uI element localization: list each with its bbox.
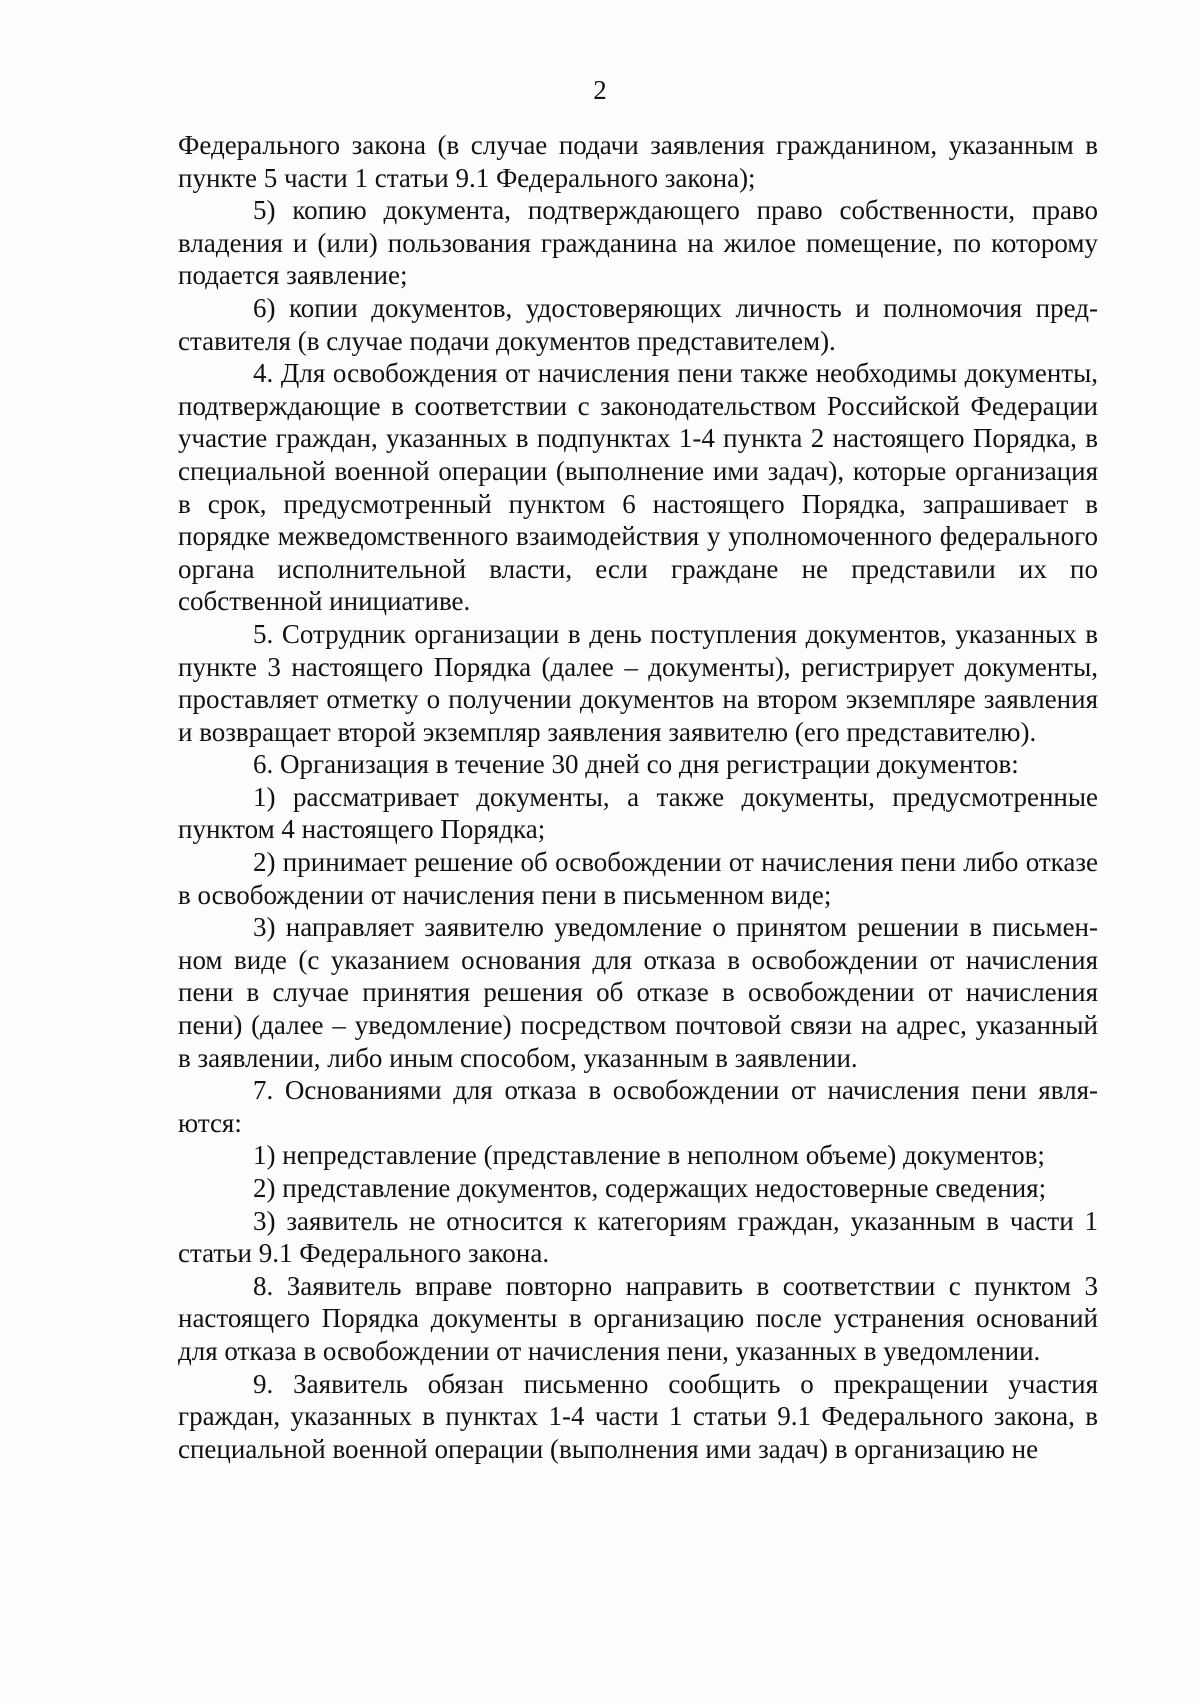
paragraph: 3) заявитель не относится к категориям граждан, указанным в части 1 статьи 9.1 Федерального закона. xyxy=(178,1205,1098,1269)
paragraph: 4. Для освобождения от начисления пени также необходимы документы, подтверждающие в соответствии с законодательством Российской Федерации участие граждан, указанных в подпунктах 1-4 пункта 2 настоящего Порядка, в специальной военной операции (выполнение ими задач), которые организация в срок, предусмотренный пунктом 6 настоящего Порядка, запрашивает в порядке межведомственного взаимодействия у уполномоченного федерального органа исполнительной власти, если граждане не представили их по собственной инициативе. xyxy=(178,358,1098,617)
paragraph: 2) принимает решение об освобождении от начисления пени либо отказе в освобождении от начисления пени в письменном виде; xyxy=(178,847,1098,910)
paragraph: 7. Основаниями для отказа в освобождении от начисления пени являются: xyxy=(178,1075,1098,1138)
paragraph: 1) рассматривает документы, а также документы, предусмотренные пунктом 4 настоящего Порядка; xyxy=(178,781,1098,845)
paragraph: 9. Заявитель обязан письменно сообщить о прекращении участия граждан, указанных в пунктах 1-4 части 1 статьи 9.1 Федерального закона, в специальной военной операции (выполнения ими задач) в организацию не xyxy=(178,1368,1098,1464)
paragraph: 8. Заявитель вправе повторно направить в соответствии с пунктом 3 настоящего Порядка документы в организацию после устранения оснований для отказа в освобождении от начисления пени, указанных в уведомлении. xyxy=(178,1270,1098,1366)
paragraph: 6. Организация в течение 30 дней со дня регистрации документов: xyxy=(253,749,1019,780)
paragraph: 5) копию документа, подтверждающего право собственности, право владения и (или) пользования гражданина на жилое помещение, по которому подается заявление; xyxy=(178,195,1098,291)
paragraph: 3) направляет заявителю уведомление о принятом решении в письменном виде (с указанием основания для отказа в освобождении от начисления пени в случае принятия решения об отказе в освобождении от начисления пени) (далее – уведомление) посредством почтовой связи на адрес, указанный в заявлении, либо иным способом, указанным в заявлении. xyxy=(178,912,1098,1073)
paragraph: Федерального закона (в случае подачи заявления гражданином, указанным в пункте 5 части 1 статьи 9.1 Федерального закона); xyxy=(178,130,1098,193)
paragraph: 1) непредставление (представление в неполном объеме) документов; xyxy=(253,1140,1045,1171)
paragraph: 2) представление документов, содержащих недостоверные сведения; xyxy=(253,1173,1047,1203)
page-number: 2 xyxy=(593,75,607,105)
paragraph: 6) копии документов, удостоверяющих личность и полномочия представителя (в случае подачи документов представителем). xyxy=(178,292,1098,356)
paragraph: 5. Сотрудник организации в день поступления документов, указанных в пункте 3 настоящего Порядка (далее – документы), регистрирует документы, проставляет отметку о получении документов на втором экземпляре заявления и возвращает второй экземпляр заявления заявителю (его представителю). xyxy=(178,618,1098,747)
document-body xyxy=(178,129,1098,1465)
